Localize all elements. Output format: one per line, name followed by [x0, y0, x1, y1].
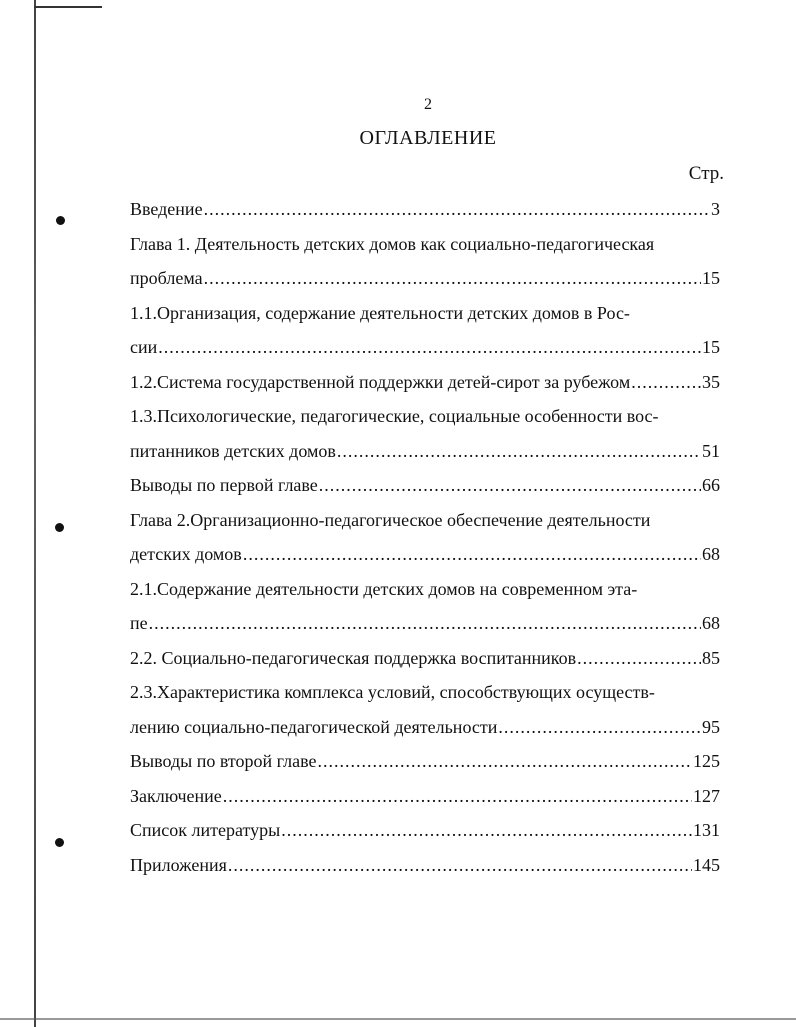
punch-hole — [55, 838, 64, 847]
toc-entry — [130, 365, 720, 400]
toc-entry-text: проблема — [130, 268, 203, 288]
toc-entry-text: Выводы по первой главе — [130, 475, 318, 495]
toc-entry — [130, 606, 720, 641]
toc-entry-text: пе — [130, 613, 148, 633]
toc-entry-text: Заключение — [130, 785, 222, 806]
toc-entry-text: лению социально-педагогической деятельности — [130, 716, 498, 737]
toc-entry-line — [130, 675, 720, 710]
toc-page-number: 95 — [702, 716, 720, 737]
toc-leader-dots — [158, 330, 701, 365]
toc-entry — [130, 641, 720, 676]
toc-entry-text: 2.2. Социально-педагогическая поддержка воспитанников — [130, 647, 577, 668]
toc-entry — [130, 192, 720, 227]
toc-entry-text: 1.3.Психологические, педагогические, социальные особенности вос- — [130, 406, 659, 426]
scan-bottom-edge — [0, 1018, 796, 1020]
toc-page-number: 145 — [693, 854, 720, 875]
toc-page-number: 68 — [702, 613, 720, 633]
toc-leader-dots — [243, 537, 701, 572]
page-title: ОГЛАВЛЕНИЕ — [359, 127, 497, 149]
toc-page-number: 3 — [711, 199, 720, 219]
toc-entry — [130, 468, 720, 503]
toc-leader-dots — [631, 365, 701, 400]
toc-entry-line — [130, 296, 720, 331]
toc-page-number: 127 — [693, 785, 720, 806]
toc-entry-text: питанников детских домов — [130, 440, 336, 461]
scan-left-edge — [34, 0, 36, 1027]
toc-page-number: 68 — [702, 544, 720, 564]
toc-leader-dots — [204, 192, 710, 227]
toc-entry — [130, 434, 720, 469]
toc-entry-line — [130, 227, 720, 262]
toc-entry — [130, 710, 720, 745]
toc-page-number: 131 — [693, 820, 720, 840]
toc-page-number: 51 — [702, 440, 720, 461]
punch-hole — [56, 216, 65, 225]
toc-page-number: 66 — [702, 475, 720, 495]
toc-entry-text: 1.1.Организация, содержание деятельности детских домов в Рос- — [130, 302, 630, 323]
toc-leader-dots — [228, 848, 692, 883]
toc-entry-line — [130, 503, 720, 538]
toc-leader-dots — [337, 434, 701, 469]
toc-entry — [130, 848, 720, 883]
toc-leader-dots — [498, 710, 701, 745]
toc-leader-dots — [319, 468, 701, 503]
toc-entry-text: Выводы по второй главе — [130, 751, 317, 771]
page-number: 2 — [424, 96, 432, 113]
toc-entry — [130, 261, 720, 296]
punch-hole — [55, 523, 64, 532]
toc-entry — [130, 813, 720, 848]
table-of-contents — [130, 192, 720, 882]
toc-leader-dots — [281, 813, 692, 848]
toc-leader-dots — [577, 641, 701, 676]
toc-entry-text: 2.1.Содержание деятельности детских домов на современном эта- — [130, 578, 638, 599]
toc-entry-text: Глава 1. Деятельность детских домов как социально-педагогическая — [130, 233, 655, 254]
toc-page-number: 15 — [702, 337, 720, 357]
toc-entry — [130, 744, 720, 779]
toc-leader-dots — [317, 744, 692, 779]
toc-entry — [130, 537, 720, 572]
toc-entry — [130, 330, 720, 365]
toc-entry — [130, 779, 720, 814]
toc-leader-dots — [149, 606, 701, 641]
toc-entry-text: детских домов — [130, 544, 242, 564]
toc-entry-text: Список литературы — [130, 820, 281, 840]
scan-top-edge — [34, 6, 102, 8]
toc-page-number: 35 — [702, 371, 720, 392]
toc-page-number: 15 — [702, 268, 720, 288]
toc-entry-line — [130, 572, 720, 607]
toc-entry-text: Введение — [130, 199, 203, 219]
toc-leader-dots — [223, 779, 692, 814]
toc-page-number: 125 — [693, 751, 720, 771]
page-column-label: Стр. — [688, 163, 724, 184]
toc-entry-text: сии — [130, 337, 158, 357]
toc-page-number: 85 — [702, 647, 720, 668]
toc-entry-line — [130, 399, 720, 434]
toc-entry-text: Глава 2.Организационно-педагогическое обеспечение деятельности — [130, 509, 651, 530]
toc-leader-dots — [204, 261, 701, 296]
toc-entry-text: 1.2.Система государственной поддержки детей-сирот за рубежом — [130, 371, 631, 392]
toc-entry-text: Приложения — [130, 854, 227, 875]
toc-entry-text: 2.3.Характеристика комплекса условий, способствующих осуществ- — [130, 682, 655, 702]
